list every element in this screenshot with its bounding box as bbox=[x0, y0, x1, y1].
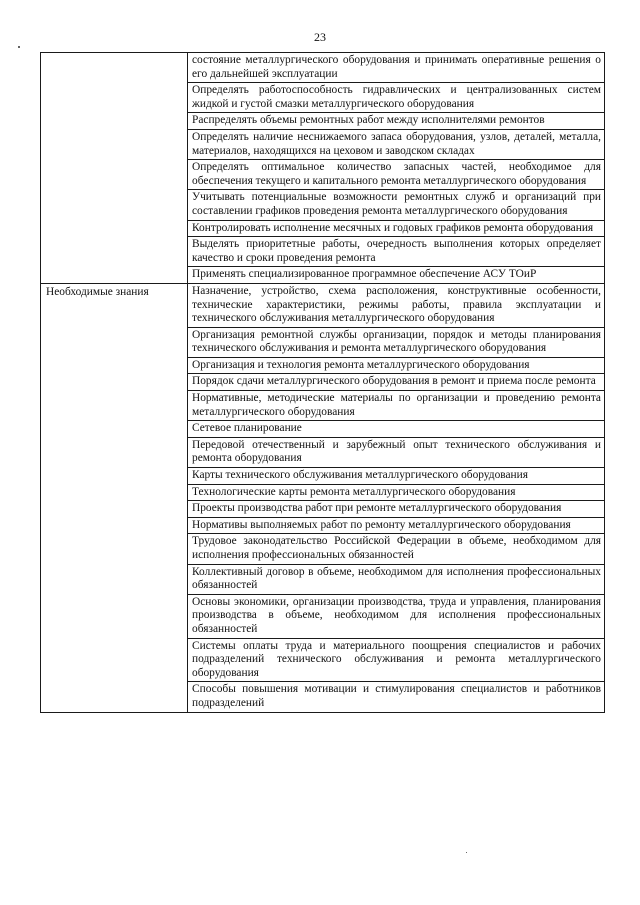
knowledge-item: Передовой отечественный и зарубежный опыт технического обслуживания и ремонта оборудования bbox=[188, 437, 605, 467]
skill-item: Определять работоспособность гидравлических и централизованных систем жидкой и густой смазки металлургического оборудования bbox=[188, 83, 605, 113]
table-row bbox=[41, 53, 605, 83]
knowledge-item: Способы повышения мотивации и стимулирования специалистов и работников подразделений bbox=[188, 682, 605, 712]
knowledge-item: Организация и технология ремонта металлургического оборудования bbox=[188, 357, 605, 374]
knowledge-item: Системы оплаты труда и материального поощрения специалистов и рабочих подразделений технического обслуживания и ремонта металлургического оборудования bbox=[188, 638, 605, 682]
knowledge-section bbox=[41, 283, 605, 712]
scan-speck bbox=[18, 46, 20, 48]
knowledge-item: Организация ремонтной службы организации, порядок и методы планирования технического обслуживания и ремонта металлургического оборудования bbox=[188, 327, 605, 357]
skills-section bbox=[41, 53, 605, 284]
skill-item: состояние металлургического оборудования и принимать оперативные решения о его дальнейшей эксплуатации bbox=[188, 53, 605, 83]
page-number: 23 bbox=[314, 30, 326, 44]
knowledge-item: Проекты производства работ при ремонте металлургического оборудования bbox=[188, 501, 605, 518]
knowledge-item: Нормативы выполняемых работ по ремонту металлургического оборудования bbox=[188, 517, 605, 534]
knowledge-item: Основы экономики, организации производства, труда и управления, планирования производства в объеме, необходимом для исполнения профессиональных обязанностей bbox=[188, 594, 605, 638]
skill-item: Распределять объемы ремонтных работ между исполнителями ремонтов bbox=[188, 113, 605, 130]
knowledge-item: Нормативные, методические материалы по организации и проведению ремонта металлургического оборудования bbox=[188, 391, 605, 421]
skill-item: Учитывать потенциальные возможности ремонтных служб и организаций при составлении графиков проведения ремонта металлургического оборудования bbox=[188, 190, 605, 220]
table-row bbox=[41, 283, 605, 327]
knowledge-item: Трудовое законодательство Российской Федерации в объеме, необходимом для исполнения профессиональных обязанностей bbox=[188, 534, 605, 564]
skill-item: Выделять приоритетные работы, очередность выполнения которых определяет качество и сроки проведения ремонта bbox=[188, 237, 605, 267]
knowledge-item: Коллективный договор в объеме, необходимом для исполнения профессиональных обязанностей bbox=[188, 564, 605, 594]
scan-speck bbox=[466, 852, 467, 853]
knowledge-item: Порядок сдачи металлургического оборудования в ремонт и приема после ремонта bbox=[188, 374, 605, 391]
skill-item: Определять оптимальное количество запасных частей, необходимое для обеспечения текущего и капитального ремонта металлургического оборудования bbox=[188, 160, 605, 190]
skill-item: Контролировать исполнение месячных и годовых графиков ремонта оборудования bbox=[188, 220, 605, 237]
knowledge-item: Технологические карты ремонта металлургического оборудования bbox=[188, 484, 605, 501]
knowledge-label-cell: Необходимые знания bbox=[41, 283, 188, 712]
competency-table bbox=[40, 52, 605, 713]
skill-item: Определять наличие неснижаемого запаса оборудования, узлов, деталей, металла, материалов, находящихся на цеховом и заводском складах bbox=[188, 129, 605, 159]
knowledge-item: Сетевое планирование bbox=[188, 421, 605, 438]
knowledge-item: Карты технического обслуживания металлургического оборудования bbox=[188, 468, 605, 485]
knowledge-item: Назначение, устройство, схема расположения, конструктивные особенности, технические характеристики, режимы работы, правила эксплуатации и технического обслуживания металлургического оборудования bbox=[188, 283, 605, 327]
skill-item: Применять специализированное программное обеспечение АСУ ТОиР bbox=[188, 267, 605, 284]
skills-label-cell bbox=[41, 53, 188, 284]
